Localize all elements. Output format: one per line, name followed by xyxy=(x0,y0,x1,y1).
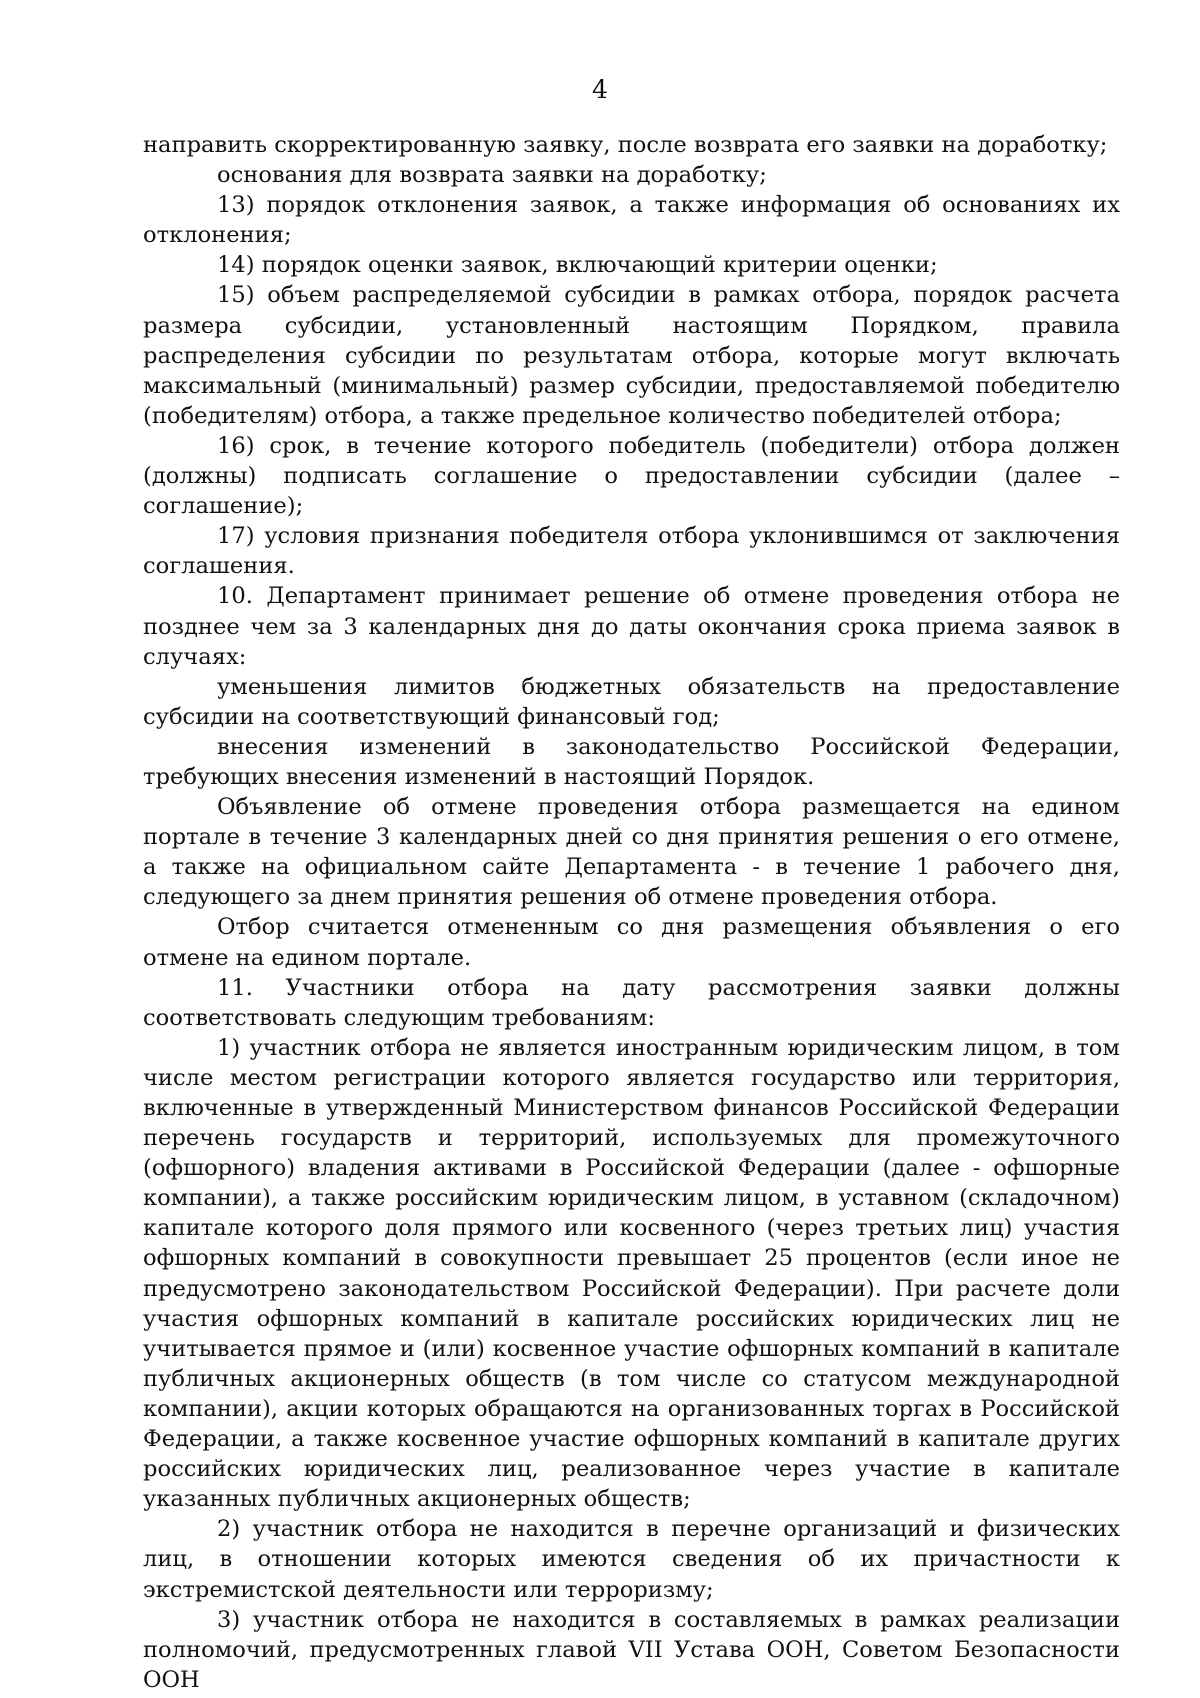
paragraph-case-legislation: внесения изменений в законодательство Российской Федерации, требующих внесения изменений в настоящий Порядок. xyxy=(143,733,1120,790)
document-body xyxy=(143,130,1120,1695)
paragraph-section-11: 11. Участники отбора на дату рассмотрения заявки должны соответствовать следующим требованиям: xyxy=(143,974,1120,1031)
paragraph-item-14: 14) порядок оценки заявок, включающий критерии оценки; xyxy=(217,252,938,279)
paragraph-return-grounds: основания для возврата заявки на доработку; xyxy=(217,162,767,189)
paragraph-item-13: 13) порядок отклонения заявок, а также информация об основаниях их отклонения; xyxy=(143,192,1120,249)
paragraph-section-10: 10. Департамент принимает решение об отмене проведения отбора не позднее чем за 3 календарных дня до даты окончания срока приема заявок в случаях: xyxy=(143,583,1120,670)
paragraph-item-15: 15) объем распределяемой субсидии в рамках отбора, порядок расчета размера субсидии, установленный настоящим Порядком, правила распределения субсидии по результатам отбора, которые могут включать максимальный (минимальный) размер субсидии, предоставляемой победителю (победителям) отбора, а также предельное количество победителей отбора; xyxy=(143,282,1120,429)
page-number: 4 xyxy=(592,75,608,104)
paragraph-requirement-3: 3) участник отбора не находится в составляемых в рамках реализации полномочий, предусмотренных главой VII Устава ООН, Советом Безопасности ООН xyxy=(143,1606,1120,1693)
paragraph-item-17: 17) условия признания победителя отбора уклонившимся от заключения соглашения. xyxy=(143,523,1120,580)
paragraph-item-16: 16) срок, в течение которого победитель (победители) отбора должен (должны) подписать соглашение о предоставлении субсидии (далее – соглашение); xyxy=(143,432,1120,520)
paragraph-requirement-2: 2) участник отбора не находится в перечне организаций и физических лиц, в отношении которых имеются сведения об их причастности к экстремистской деятельности или терроризму; xyxy=(143,1516,1120,1603)
paragraph-cancel-effective: Отбор считается отмененным со дня размещения объявления о его отмене на едином портале. xyxy=(143,914,1120,971)
paragraph-continuation: направить скорректированную заявку, после возврата его заявки на доработку; xyxy=(143,132,1108,158)
paragraph-cancel-announcement: Объявление об отмене проведения отбора размещается на едином портале в течение 3 календарных дней со дня принятия решения о его отмене, а также на официальном сайте Департамента - в течение 1 рабочего дня, следующего за днем принятия решения об отмене проведения отбора. xyxy=(143,794,1120,911)
paragraph-case-limits: уменьшения лимитов бюджетных обязательств на предоставление субсидии на соответствующий финансовый год; xyxy=(143,673,1120,730)
paragraph-requirement-1: 1) участник отбора не является иностранным юридическим лицом, в том числе местом регистрации которого является государство или территория, включенные в утвержденный Министерством финансов Российской Федерации перечень государств и территорий, используемых для промежуточного (офшорного) владения активами в Российской Федерации (далее - офшорные компании), а также российским юридическим лицом, в уставном (складочном) капитале которого доля прямого или косвенного (через третьих лиц) участия офшорных компаний в совокупности превышает 25 процентов (если иное не предусмотрено законодательством Российской Федерации). При расчете доли участия офшорных компаний в капитале российских юридических лиц не учитывается прямое и (или) косвенное участие офшорных компаний в капитале публичных акционерных обществ (в том числе со статусом международной компании), акции которых обращаются на организованных торгах в Российской Федерации, а также косвенное участие офшорных компаний в капитале других российских юридических лиц, реализованное через участие в капитале указанных публичных акционерных обществ; xyxy=(143,1034,1120,1513)
